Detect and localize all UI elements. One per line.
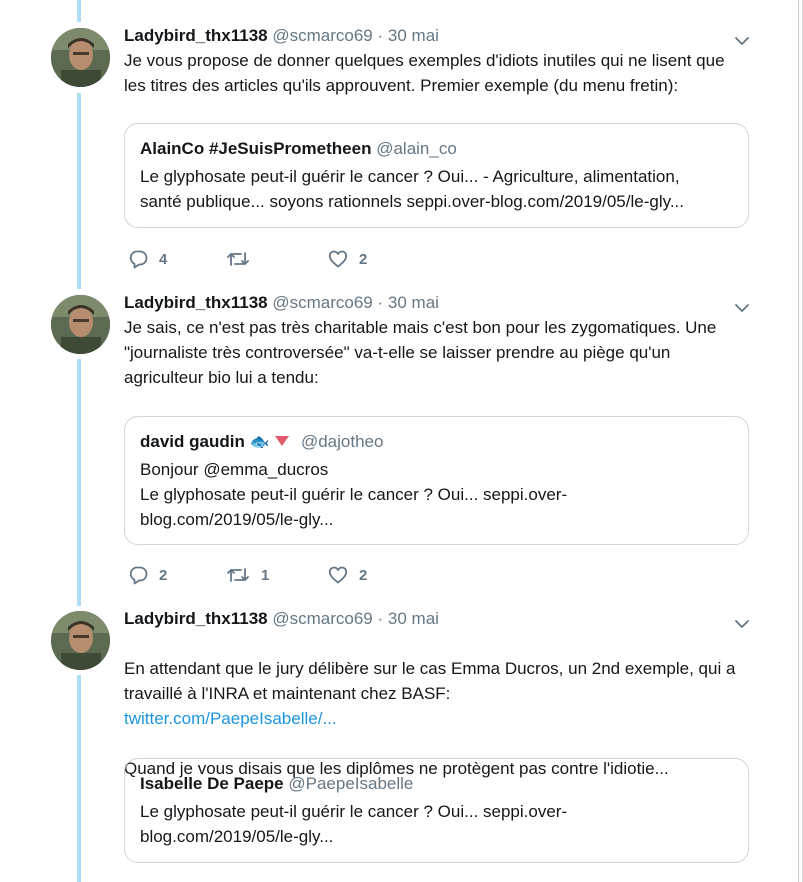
avatar[interactable] <box>51 28 110 87</box>
chevron-down-icon[interactable] <box>734 300 750 316</box>
tweet-text-after: Quand je vous disais que les diplômes ne protègent pas contre l'idiotie... <box>124 759 669 778</box>
avatar-image <box>51 28 110 87</box>
quoted-author-name: david gaudin <box>140 432 245 451</box>
quoted-author-name: AlainCo #JeSuisPrometheen <box>140 139 372 158</box>
quoted-tweet-text: Le glyphosate peut-il guérir le cancer ? Oui... - Agriculture, alimentation, santé publique... soyons rationnels seppi.over-blog.com/2019/05/le-gly... <box>140 167 685 211</box>
reply-icon <box>128 565 148 585</box>
quoted-author-handle: @alain_co <box>376 139 457 158</box>
tweet[interactable] <box>0 583 780 882</box>
quoted-author-handle: @dajotheo <box>300 432 384 451</box>
quoted-tweet[interactable] <box>124 123 749 228</box>
heart-icon <box>328 565 348 585</box>
quoted-tweet-header <box>140 138 733 164</box>
retweet-icon <box>226 565 250 585</box>
quoted-tweet-header <box>140 431 733 457</box>
quoted-author-handle: @PaepeIsabelle <box>288 774 414 793</box>
author-handle[interactable]: @scmarco69 <box>272 26 373 45</box>
tweet-date[interactable]: 30 mai <box>387 609 439 628</box>
author-name[interactable]: Ladybird_thx1138 <box>124 293 268 312</box>
reply-icon <box>128 249 148 269</box>
quoted-tweet-text: Bonjour @emma_ducros Le glyphosate peut-il guérir le cancer ? Oui... seppi.over- blog.com/2019/05/le-gly... <box>140 460 568 529</box>
like-count: 2 <box>359 250 368 268</box>
avatar-image <box>51 611 110 670</box>
separator: · <box>377 609 384 628</box>
quoted-tweet-text: Le glyphosate peut-il guérir le cancer ? Oui... seppi.over- blog.com/2019/05/le-gly... <box>140 802 568 846</box>
avatar[interactable] <box>51 611 110 670</box>
author-name[interactable]: Ladybird_thx1138 <box>124 609 268 628</box>
quoted-tweet[interactable] <box>124 758 749 863</box>
avatar-image <box>51 295 110 354</box>
tweet-date[interactable]: 30 mai <box>387 26 439 45</box>
author-handle[interactable]: @scmarco69 <box>272 609 373 628</box>
author-handle[interactable]: @scmarco69 <box>272 293 373 312</box>
tweet-text-body: En attendant que le jury délibère sur le cas Emma Ducros, un 2nd exemple, qui a travaillé à l'INRA et maintenant chez BASF: <box>124 659 736 703</box>
reply-count: 4 <box>159 250 168 268</box>
scrollbar-edge <box>798 0 799 882</box>
like-count: 2 <box>359 566 368 584</box>
quoted-tweet-header <box>140 773 733 799</box>
retweet-icon <box>226 249 250 269</box>
separator: · <box>377 26 384 45</box>
chevron-down-icon[interactable] <box>734 33 750 49</box>
tweet-header <box>124 608 760 630</box>
red-triangle-icon <box>274 435 290 447</box>
tweet-text: Je sais, ce n'est pas très charitable mais c'est bon pour les zygomatiques. Une "journaliste très controversée" va-t-elle se laisser prendre au piège qu'un agriculteur bio lui a tendu: <box>124 318 717 387</box>
tweet-date[interactable]: 30 mai <box>387 293 439 312</box>
retweet-count: 1 <box>261 566 270 584</box>
heart-icon <box>328 249 348 269</box>
tweet[interactable] <box>0 267 780 584</box>
author-name[interactable]: Ladybird_thx1138 <box>124 26 268 45</box>
separator: · <box>377 293 384 312</box>
tweet-link[interactable]: twitter.com/PaepeIsabelle/... <box>124 709 337 728</box>
quoted-author-name: Isabelle De Paepe <box>140 774 284 793</box>
tweet-text: Je vous propose de donner quelques exemples d'idiots inutiles qui ne lisent que les titres des articles qu'ils approuvent. Premier exemple (du menu fretin): <box>124 51 725 95</box>
chevron-down-icon[interactable] <box>734 616 750 632</box>
fish-emoji-icon: 🐟 <box>249 434 270 451</box>
tweet-header <box>124 292 760 314</box>
tweet-header <box>124 25 760 47</box>
tweet[interactable] <box>0 0 780 290</box>
reply-count: 2 <box>159 566 168 584</box>
quoted-tweet[interactable] <box>124 416 749 545</box>
avatar[interactable] <box>51 295 110 354</box>
